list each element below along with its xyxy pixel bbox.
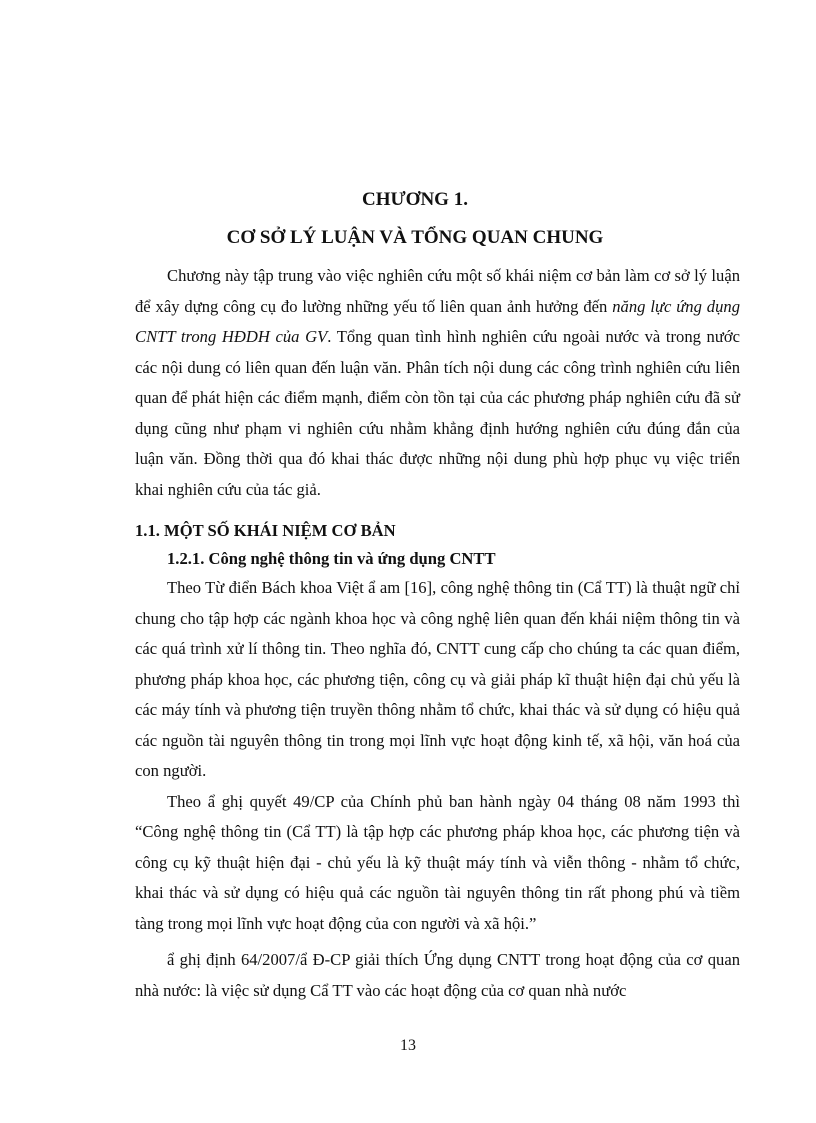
para3-text-2: : là việc sử dụng Cẩ TT vào các hoạt động của cơ quan nhà nước <box>196 980 627 1000</box>
para1-italic: thuật ngữ chỉ chung cho tập hợp các ngành khoa học và công nghệ liên quan đến khái niệm thông tin và các quá trình xử lí thông tin. Theo nghĩa đó, CNTT cung cấp cho chúng ta các quan điểm, phương pháp khoa học, các phương tiện, công cụ và giải pháp kĩ thuật hiện đại chủ yếu là các máy tính và phương tiện truyền thông nhằm tổ chức, khai thác và sử dụng có hiệu quả các nguồn tài nguyên thông tin trong mọi lĩnh vực hoạt động kinh tế, xã hội, văn hoá của con người. <box>135 578 740 780</box>
paragraph-resolution <box>135 787 740 940</box>
intro-text-italic: năng lực ứng dụng CNTT trong HĐDH của GV <box>135 296 740 346</box>
page-number: 13 <box>400 1037 416 1054</box>
chapter-subtitle: CƠ SỞ LÝ LUẬN VÀ TỔNG QUAN CHUNG <box>226 227 604 248</box>
intro-paragraph <box>135 261 740 505</box>
paragraph-definition <box>135 573 740 787</box>
intro-text-2: . Tổng quan tình hình nghiên cứu ngoài nước và trong nước các nội dung có liên quan đến luận văn. Phân tích nội dung các công trình nghiên cứu liên quan để phát hiện các điểm mạnh, điểm còn tồn tại của các phương pháp nghiên cứu đã sử dụng cũng như phạm vi nghiên cứu nhằm khẳng định hướng nghiên cứu đúng đắn của luận văn. Đồng thời qua đó khai thác được những nội dung phù hợp phục vụ việc triển khai nghiên cứu của tác giả. <box>135 327 740 499</box>
para3-italic: Ứng dụng CNTT trong hoạt động của cơ quan nhà nước <box>135 950 740 1000</box>
intro-text-1: Chương này tập trung vào việc nghiên cứu một số khái niệm cơ bản làm cơ sở lý luận để xây dựng công cụ đo lường những yếu tố liên quan ảnh hưởng đến <box>135 266 740 316</box>
paragraph-decree <box>135 945 740 1006</box>
chapter-title: CHƯƠNG 1. <box>362 189 468 210</box>
para2-text: Theo ẩ ghị quyết 49/CP của Chính phủ ban hành ngày 04 tháng 08 năm 1993 thì “Công nghệ thông tin (Cẩ TT) là tập hợp các phương pháp khoa học, các phương tiện và công cụ kỹ thuật hiện đại - chủ yếu là kỹ thuật máy tính và viễn thông - nhằm tổ chức, khai thác và sử dụng có hiệu quả các nguồn tài nguyên thông tin rất phong phú và tiềm tàng trong mọi lĩnh vực hoạt động của con người và xã hội.” <box>135 791 740 933</box>
para3-text-1: ẩ ghị định 64/2007/ẩ Đ-CP giải thích <box>167 950 424 969</box>
subsection-heading: 1.2.1. Công nghệ thông tin và ứng dụng CNTT <box>167 549 496 568</box>
section-heading: 1.1. MỘT SỐ KHÁI NIỆM CƠ BẢN <box>135 521 396 540</box>
section-body <box>135 573 740 1006</box>
para1-text: Theo Từ điển Bách khoa Việt ẩ am [16], công nghệ thông tin (Cẩ TT) là <box>167 578 653 597</box>
intro-block <box>135 261 740 505</box>
